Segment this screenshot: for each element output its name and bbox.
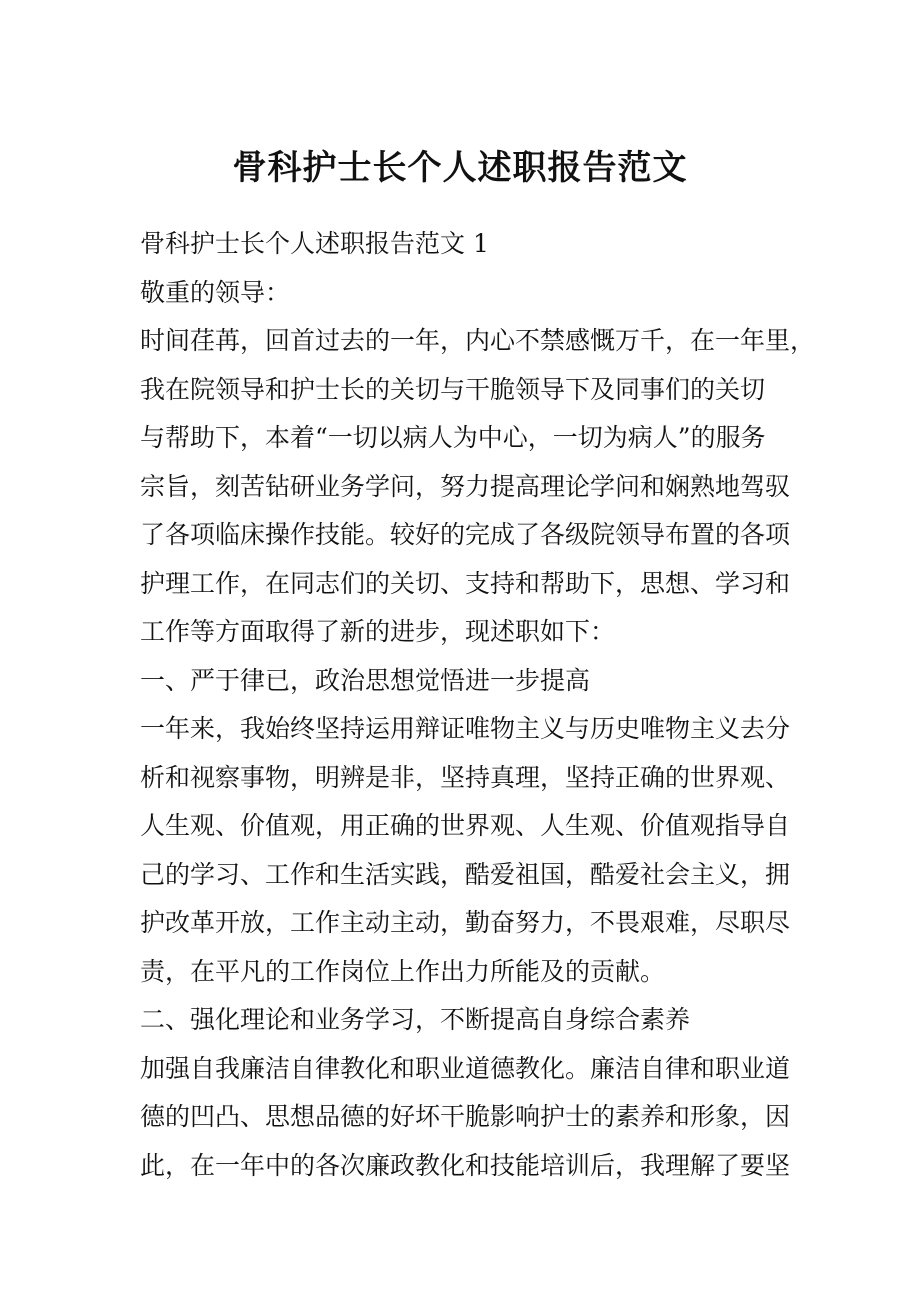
paragraph-line: 人生观、价值观，用正确的世界观、人生观、价值观指导自: [140, 811, 791, 840]
paragraph-line: 责，在平凡的工作岗位上作出力所能及的贡献。: [140, 956, 666, 986]
paragraph-line: 护理工作，在同志们的关切、支持和帮助下，思想、学习和: [140, 568, 791, 598]
document-body: [140, 220, 816, 1190]
paragraph-line: 护改革开放，工作主动主动，勤奋努力，不畏艰难，尽职尽: [140, 908, 791, 937]
salutation-line: 敬重的领导：: [140, 277, 291, 307]
paragraph-line: 析和视察事物，明辨是非，坚持真理，坚持正确的世界观、: [140, 762, 791, 792]
paragraph-line: 宗旨，刻苦钻研业务学问，努力提高理论学问和娴熟地驾驭: [140, 471, 791, 501]
document-title: 骨科护士长个人述职报告范文: [232, 148, 688, 188]
subtitle-line: 骨科护士长个人述职报告范文 1: [140, 229, 489, 258]
paragraph-line: 加强自我廉洁自律教化和职业道德教化。廉洁自律和职业道: [140, 1053, 791, 1083]
paragraph-line: 了各项临床操作技能。较好的完成了各级院领导布置的各项: [140, 520, 791, 549]
paragraph-line: 工作等方面取得了新的进步，现述职如下：: [140, 617, 616, 646]
paragraph-line: 我在院领导和护士长的关切与干脆领导下及同事们的关切: [140, 374, 766, 404]
paragraph-line: 己的学习、工作和生活实践，酷爱祖国，酷爱社会主义，拥: [140, 859, 791, 889]
paragraph-line: 与帮助下，本着“一切以病人为中心，一切为病人”的服务: [140, 423, 766, 452]
paragraph-line: 此，在一年中的各次廉政教化和技能培训后，我理解了要坚: [140, 1150, 791, 1180]
section-heading: 一、严于律已，政治思想觉悟进一步提高: [140, 665, 591, 695]
paragraph-line: 一年来，我始终坚持运用辩证唯物主义与历史唯物主义去分: [140, 714, 791, 743]
paragraph-line: 时间荏苒，回首过去的一年，内心不禁感慨万千，在一年里，: [140, 326, 816, 355]
section-heading: 二、强化理论和业务学习，不断提高自身综合素养: [140, 1005, 691, 1034]
paragraph-line: 德的凹凸、思想品德的好坏干脆影响护士的素养和形象，因: [140, 1102, 791, 1131]
